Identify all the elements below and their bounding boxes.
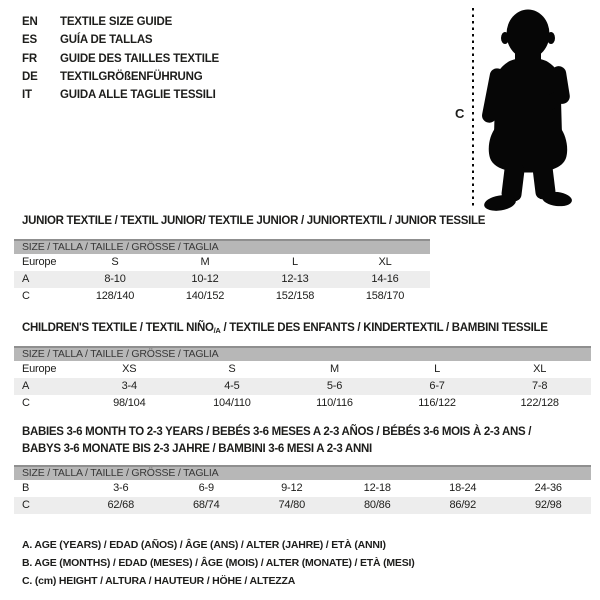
height-cell: 152/158: [275, 290, 315, 302]
age-cell: 12-18: [363, 482, 391, 494]
lang-code: IT: [22, 89, 32, 102]
lang-row-fr: [22, 50, 219, 68]
babies-size-table: [14, 465, 591, 514]
age-cell: 3-6: [113, 482, 129, 494]
legend-footnotes: [22, 536, 415, 590]
size-cell: S: [228, 363, 236, 375]
table-row-europe: [14, 361, 591, 378]
size-cell: XL: [378, 256, 392, 268]
age-cell: 4-5: [224, 380, 240, 392]
age-cell: 6-9: [198, 482, 214, 494]
footnote-b: B. AGE (MONTHS) / EDAD (MESES) / ÂGE (MOIS) / ALTER (MONATE) / ETÀ (MESI): [22, 557, 415, 569]
size-cell: L: [292, 256, 298, 268]
footnote-c: C. (cm) HEIGHT / ALTURA / HAUTEUR / HÖHE / ALTEZZA: [22, 575, 296, 587]
lang-row-es: [22, 31, 219, 49]
row-label: A: [22, 380, 30, 392]
lang-title: GUIDE DES TAILLES TEXTILE: [60, 52, 219, 65]
height-cell: 86/92: [449, 499, 477, 511]
table-row-height: [14, 497, 591, 514]
height-cell: 62/68: [107, 499, 135, 511]
footnote-a: A. AGE (YEARS) / EDAD (AÑOS) / ÂGE (ANS) / ALTER (JAHRE) / ETÀ (ANNI): [22, 539, 386, 551]
height-cell: 104/110: [213, 397, 251, 409]
age-cell: 18-24: [449, 482, 477, 494]
lang-title: TEXTILGRÖßENFÜHRUNG: [60, 70, 203, 83]
table-row-age-months: [14, 480, 591, 497]
age-cell: 24-36: [534, 482, 562, 494]
baby-height-figure: [450, 5, 598, 217]
height-cell: 68/74: [192, 499, 220, 511]
age-cell: 9-12: [281, 482, 303, 494]
age-cell: 3-4: [121, 380, 137, 392]
lang-code: ES: [22, 34, 37, 47]
lang-code: DE: [22, 70, 38, 83]
age-cell: 14-16: [371, 273, 399, 285]
table-row-height: [14, 395, 591, 412]
children-size-table: [14, 346, 591, 412]
size-header: SIZE / TALLA / TAILLE / GRÖSSE / TAGLIA: [14, 346, 591, 361]
babies-section-title: [22, 424, 531, 457]
size-cell: M: [330, 363, 339, 375]
height-cell: 98/104: [113, 397, 146, 409]
title-text: CHILDREN'S TEXTILE / TEXTIL NIÑO: [22, 322, 214, 334]
size-cell: S: [111, 256, 119, 268]
baby-silhouette: [481, 10, 573, 213]
height-cell: 110/116: [316, 397, 353, 409]
title-line-2: BABYS 3-6 MONATE BIS 2-3 JAHRE / BAMBINI 3-6 MESI A 2-3 ANNI: [22, 442, 372, 455]
age-cell: 8-10: [104, 273, 126, 285]
size-header: SIZE / TALLA / TAILLE / GRÖSSE / TAGLIA: [14, 239, 430, 254]
lang-code: FR: [22, 52, 37, 65]
title-text: / TEXTILE DES ENFANTS / KINDERTEXTIL / BAMBINI TESSILE: [220, 322, 548, 334]
row-label: Europe: [22, 256, 57, 268]
age-cell: 10-12: [191, 273, 219, 285]
language-title-list: [22, 13, 219, 104]
height-cell: 92/98: [534, 499, 562, 511]
size-cell: XS: [122, 363, 137, 375]
age-cell: 5-6: [326, 380, 343, 392]
row-label: C: [22, 397, 30, 409]
lang-title: GUIDA ALLE TAGLIE TESSILI: [60, 89, 216, 102]
height-cell: 140/152: [185, 290, 225, 302]
height-cell: 128/140: [95, 290, 135, 302]
height-cell: 122/128: [520, 397, 559, 409]
lang-title: GUÍA DE TALLAS: [60, 34, 153, 47]
height-cell: 158/170: [365, 290, 405, 302]
size-cell: XL: [533, 363, 547, 375]
age-cell: 7-8: [532, 380, 548, 392]
table-row-age: [14, 378, 591, 395]
size-cell: M: [200, 256, 210, 268]
table-row-europe: [14, 254, 430, 271]
row-label: B: [22, 482, 30, 494]
height-reference-label: C: [455, 106, 465, 121]
junior-section-title: JUNIOR TEXTILE / TEXTIL JUNIOR/ TEXTILE JUNIOR / JUNIORTEXTIL / JUNIOR TESSILE: [22, 215, 486, 227]
height-cell: 116/122: [418, 397, 456, 409]
junior-size-table: [14, 239, 430, 305]
title-line-1: BABIES 3-6 MONTH TO 2-3 YEARS / BEBÉS 3-6 MESES A 2-3 AÑOS / BÉBÉS 3-6 MOIS À 2-3 ANS /: [22, 426, 532, 438]
lang-row-it: [22, 86, 219, 104]
lang-row-de: [22, 68, 219, 86]
row-label: Europe: [22, 363, 57, 375]
children-section-title: [22, 322, 548, 335]
table-row-height: [14, 288, 430, 305]
table-row-age: [14, 271, 430, 288]
lang-row-en: [22, 13, 219, 31]
lang-title: TEXTILE SIZE GUIDE: [60, 16, 173, 28]
row-label: A: [22, 273, 30, 285]
row-label: C: [22, 499, 30, 511]
height-cell: 74/80: [278, 499, 306, 511]
row-label: C: [22, 290, 30, 302]
lang-code: EN: [22, 16, 38, 28]
age-cell: 6-7: [429, 380, 445, 392]
size-header: SIZE / TALLA / TAILLE / GRÖSSE / TAGLIA: [14, 465, 591, 480]
height-cell: 80/86: [363, 499, 391, 511]
age-cell: 12-13: [281, 273, 309, 285]
title-subscript: /A: [213, 326, 221, 335]
size-cell: L: [434, 363, 441, 375]
baby-silhouette-icon: [450, 5, 598, 217]
